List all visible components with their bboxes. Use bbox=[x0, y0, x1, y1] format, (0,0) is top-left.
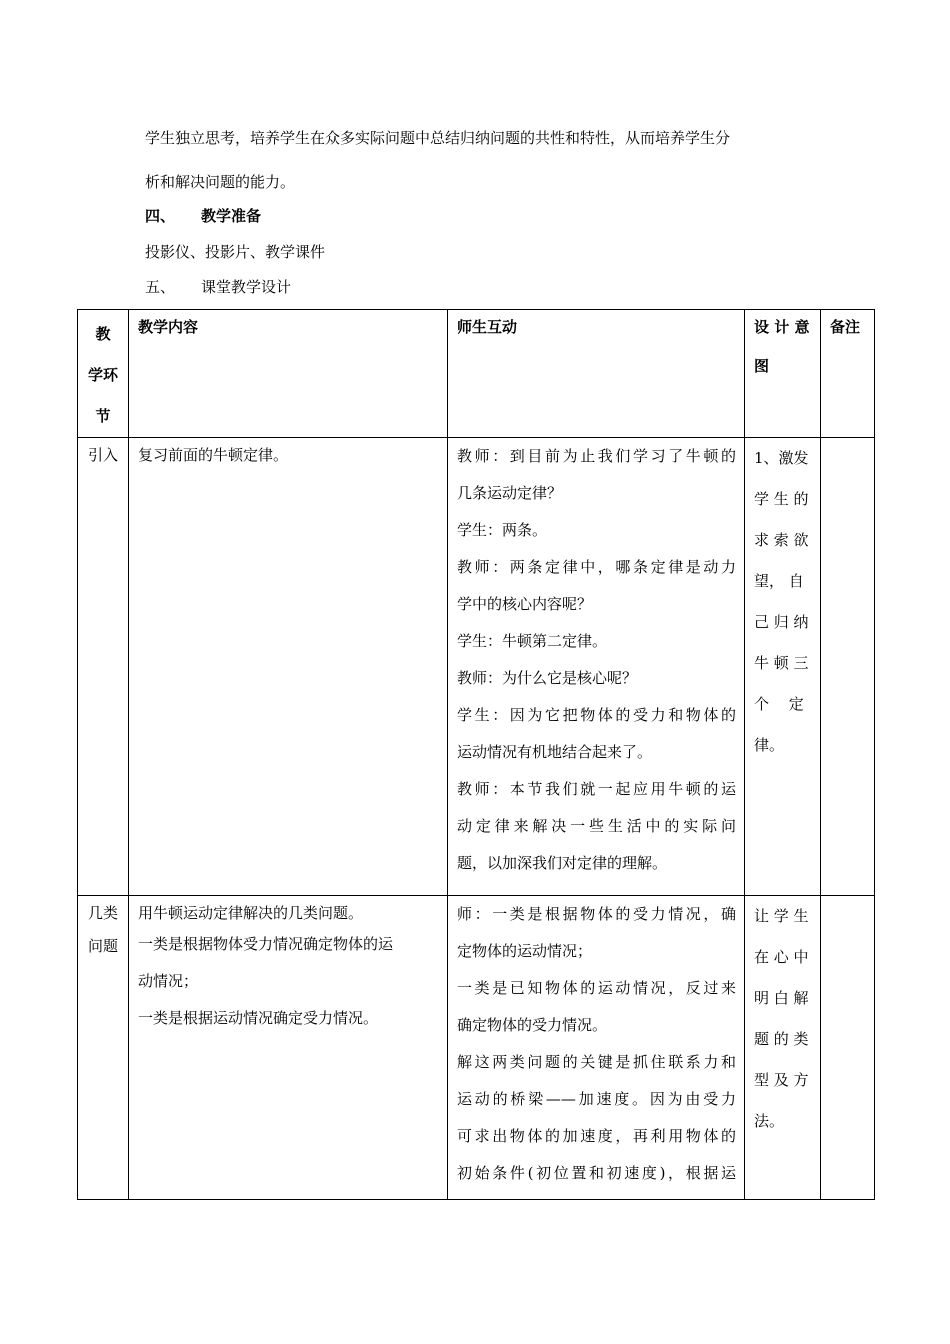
stage-cell: 引入 bbox=[78, 438, 129, 896]
note-cell bbox=[821, 896, 875, 1200]
section-number: 五、 bbox=[145, 278, 176, 296]
lesson-design-table bbox=[77, 309, 875, 1200]
note-cell bbox=[821, 438, 875, 896]
interaction-cell: 师：一类是根据物体的受力情况，确 定物体的运动情况； 一类是已知物体的运动情况，反过来 确定物体的受力情况。 解这两类问题的关键是抓住联系力和 运动的桥梁——加速度。因为由受力 可求出物体的加速度，再利用物体的 初始条件(初位置和初速度)，根据运 bbox=[448, 896, 745, 1200]
section-title: 课堂教学设计 bbox=[201, 278, 292, 296]
prep-text: 投影仪、投影片、教学课件 bbox=[145, 243, 326, 261]
header-interaction: 师生互动 bbox=[448, 310, 745, 438]
stage-cell: 几类 问题 bbox=[78, 896, 129, 1200]
table-row bbox=[78, 438, 875, 896]
header-stage: 教 学环 节 bbox=[78, 310, 129, 438]
intro-line: 析和解决问题的能力。 bbox=[145, 173, 296, 191]
content-cell: 用牛顿运动定律解决的几类问题。 一类是根据物体受力情况确定物体的运 动情况； 一类是根据运动情况确定受力情况。 bbox=[129, 896, 448, 1200]
header-note: 备注 bbox=[821, 310, 875, 438]
section-title: 教学准备 bbox=[201, 207, 262, 225]
intro-line: 学生独立思考，培养学生在众多实际问题中总结归纳问题的共性和特性，从而培养学生分 bbox=[145, 129, 731, 147]
table-header-row bbox=[78, 310, 875, 438]
intent-cell: 让 学 生 在 心 中 明 白 解 题 的 类 型 及 方 法。 bbox=[745, 896, 821, 1200]
section-heading-4 bbox=[145, 205, 261, 226]
content-cell: 复习前面的牛顿定律。 bbox=[129, 438, 448, 896]
intent-cell: 1、激发 学 生 的 求 索 欲 望， 自 己 归 纳 牛 顿 三 个 定 律。 bbox=[745, 438, 821, 896]
header-content: 教学内容 bbox=[129, 310, 448, 438]
section-number: 四、 bbox=[145, 207, 176, 225]
table-row bbox=[78, 896, 875, 1200]
section-heading-5 bbox=[145, 276, 291, 297]
header-intent: 设 计 意 图 bbox=[745, 310, 821, 438]
interaction-cell: 教师：到目前为止我们学习了牛顿的 几条运动定律？ 学生：两条。 教师：两条定律中，哪条定律是动力 学中的核心内容呢？ 学生：牛顿第二定律。 教师：为什么它是核心呢？ 学生：因为它把物体的受力和物体的 运动情况有机地结合起来了。 教师：本节我们就一起应用牛顿的运 动定律来解决一些生活中的实际问 题，以加深我们对定律的理解。 bbox=[448, 438, 745, 896]
